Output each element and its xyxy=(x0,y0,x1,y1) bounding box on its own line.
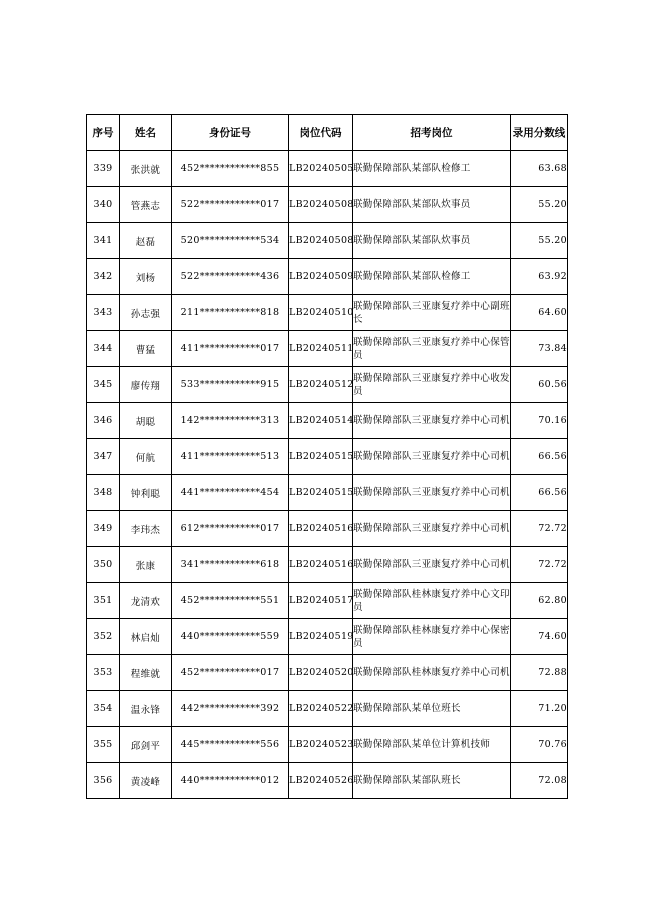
name-cell: 张洪就 xyxy=(120,151,172,187)
header-serial-number: 序号 xyxy=(87,115,120,151)
id-number-cell: 520************534 xyxy=(172,223,289,259)
name-cell: 温永锋 xyxy=(120,691,172,727)
score-cell: 63.92 xyxy=(511,259,568,295)
position-code-cell: LB20240512 xyxy=(289,367,353,403)
name-cell: 龙清欢 xyxy=(120,583,172,619)
serial-number-cell: 339 xyxy=(87,151,120,187)
position-code-cell: LB20240505 xyxy=(289,151,353,187)
score-cell: 66.56 xyxy=(511,475,568,511)
name-cell: 邱剑平 xyxy=(120,727,172,763)
name-cell: 黄凌峰 xyxy=(120,763,172,799)
score-cell: 72.88 xyxy=(511,655,568,691)
serial-number-cell: 340 xyxy=(87,187,120,223)
name-cell: 赵磊 xyxy=(120,223,172,259)
position-cell: 联勤保障部队某部队班长 xyxy=(353,763,511,799)
table-row xyxy=(87,331,568,367)
position-cell: 联勤保障部队某部队炊事员 xyxy=(353,223,511,259)
table-row xyxy=(87,223,568,259)
header-name: 姓名 xyxy=(120,115,172,151)
table-row xyxy=(87,151,568,187)
table-row xyxy=(87,259,568,295)
table-row xyxy=(87,727,568,763)
position-code-cell: LB20240511 xyxy=(289,331,353,367)
position-cell: 联勤保障部队三亚康复疗养中心司机 xyxy=(353,547,511,583)
id-number-cell: 341************618 xyxy=(172,547,289,583)
position-cell: 联勤保障部队三亚康复疗养中心司机 xyxy=(353,511,511,547)
name-cell: 何航 xyxy=(120,439,172,475)
name-cell: 林启灿 xyxy=(120,619,172,655)
serial-number-cell: 343 xyxy=(87,295,120,331)
serial-number-cell: 350 xyxy=(87,547,120,583)
position-cell: 联勤保障部队桂林康复疗养中心保密员 xyxy=(353,619,511,655)
position-code-cell: LB20240526 xyxy=(289,763,353,799)
position-cell: 联勤保障部队某部队检修工 xyxy=(353,151,511,187)
score-cell: 74.60 xyxy=(511,619,568,655)
serial-number-cell: 347 xyxy=(87,439,120,475)
score-cell: 73.84 xyxy=(511,331,568,367)
score-cell: 70.76 xyxy=(511,727,568,763)
name-cell: 钟利聪 xyxy=(120,475,172,511)
id-number-cell: 440************012 xyxy=(172,763,289,799)
position-cell: 联勤保障部队三亚康复疗养中心保管员 xyxy=(353,331,511,367)
header-position-code: 岗位代码 xyxy=(289,115,353,151)
header-id-number: 身份证号 xyxy=(172,115,289,151)
table-row xyxy=(87,295,568,331)
serial-number-cell: 355 xyxy=(87,727,120,763)
id-number-cell: 411************017 xyxy=(172,331,289,367)
table-row xyxy=(87,655,568,691)
score-cell: 72.08 xyxy=(511,763,568,799)
name-cell: 张康 xyxy=(120,547,172,583)
serial-number-cell: 341 xyxy=(87,223,120,259)
position-code-cell: LB20240515 xyxy=(289,439,353,475)
id-number-cell: 533************915 xyxy=(172,367,289,403)
header-score-line: 录用分数线 xyxy=(511,115,568,151)
position-code-cell: LB20240508 xyxy=(289,187,353,223)
position-code-cell: LB20240516 xyxy=(289,547,353,583)
serial-number-cell: 348 xyxy=(87,475,120,511)
position-cell: 联勤保障部队某部队炊事员 xyxy=(353,187,511,223)
admission-table xyxy=(86,114,568,799)
position-code-cell: LB20240519 xyxy=(289,619,353,655)
score-cell: 64.60 xyxy=(511,295,568,331)
id-number-cell: 452************551 xyxy=(172,583,289,619)
table-body xyxy=(87,151,568,799)
id-number-cell: 522************436 xyxy=(172,259,289,295)
id-number-cell: 142************313 xyxy=(172,403,289,439)
name-cell: 程维就 xyxy=(120,655,172,691)
name-cell: 曹猛 xyxy=(120,331,172,367)
score-cell: 60.56 xyxy=(511,367,568,403)
table-row xyxy=(87,367,568,403)
id-number-cell: 522************017 xyxy=(172,187,289,223)
id-number-cell: 211************818 xyxy=(172,295,289,331)
score-cell: 71.20 xyxy=(511,691,568,727)
position-code-cell: LB20240514 xyxy=(289,403,353,439)
position-cell: 联勤保障部队桂林康复疗养中心文印员 xyxy=(353,583,511,619)
position-cell: 联勤保障部队某单位班长 xyxy=(353,691,511,727)
serial-number-cell: 345 xyxy=(87,367,120,403)
position-cell: 联勤保障部队三亚康复疗养中心司机 xyxy=(353,439,511,475)
score-cell: 63.68 xyxy=(511,151,568,187)
position-code-cell: LB20240516 xyxy=(289,511,353,547)
score-cell: 55.20 xyxy=(511,223,568,259)
serial-number-cell: 344 xyxy=(87,331,120,367)
position-code-cell: LB20240523 xyxy=(289,727,353,763)
id-number-cell: 452************855 xyxy=(172,151,289,187)
position-cell: 联勤保障部队某部队检修工 xyxy=(353,259,511,295)
serial-number-cell: 351 xyxy=(87,583,120,619)
serial-number-cell: 354 xyxy=(87,691,120,727)
position-code-cell: LB20240520 xyxy=(289,655,353,691)
header-position: 招考岗位 xyxy=(353,115,511,151)
table-row xyxy=(87,691,568,727)
name-cell: 胡聪 xyxy=(120,403,172,439)
name-cell: 李玮杰 xyxy=(120,511,172,547)
table-row xyxy=(87,439,568,475)
score-cell: 70.16 xyxy=(511,403,568,439)
score-cell: 72.72 xyxy=(511,511,568,547)
id-number-cell: 612************017 xyxy=(172,511,289,547)
serial-number-cell: 353 xyxy=(87,655,120,691)
id-number-cell: 440************559 xyxy=(172,619,289,655)
table-row xyxy=(87,547,568,583)
table-row xyxy=(87,475,568,511)
position-code-cell: LB20240508 xyxy=(289,223,353,259)
table-row xyxy=(87,187,568,223)
score-cell: 62.80 xyxy=(511,583,568,619)
position-cell: 联勤保障部队三亚康复疗养中心副班长 xyxy=(353,295,511,331)
name-cell: 廖传翔 xyxy=(120,367,172,403)
id-number-cell: 441************454 xyxy=(172,475,289,511)
id-number-cell: 445************556 xyxy=(172,727,289,763)
table-row xyxy=(87,403,568,439)
name-cell: 孙志强 xyxy=(120,295,172,331)
serial-number-cell: 349 xyxy=(87,511,120,547)
position-code-cell: LB20240515 xyxy=(289,475,353,511)
position-cell: 联勤保障部队三亚康复疗养中心司机 xyxy=(353,403,511,439)
id-number-cell: 442************392 xyxy=(172,691,289,727)
table-row xyxy=(87,763,568,799)
id-number-cell: 411************513 xyxy=(172,439,289,475)
table-row xyxy=(87,583,568,619)
table-row xyxy=(87,619,568,655)
position-cell: 联勤保障部队三亚康复疗养中心司机 xyxy=(353,475,511,511)
serial-number-cell: 356 xyxy=(87,763,120,799)
position-code-cell: LB20240522 xyxy=(289,691,353,727)
serial-number-cell: 346 xyxy=(87,403,120,439)
serial-number-cell: 352 xyxy=(87,619,120,655)
position-cell: 联勤保障部队三亚康复疗养中心收发员 xyxy=(353,367,511,403)
table-header-row xyxy=(87,115,568,151)
serial-number-cell: 342 xyxy=(87,259,120,295)
table-row xyxy=(87,511,568,547)
position-cell: 联勤保障部队某单位计算机技师 xyxy=(353,727,511,763)
score-cell: 66.56 xyxy=(511,439,568,475)
position-code-cell: LB20240510 xyxy=(289,295,353,331)
id-number-cell: 452************017 xyxy=(172,655,289,691)
score-cell: 55.20 xyxy=(511,187,568,223)
position-code-cell: LB20240509 xyxy=(289,259,353,295)
name-cell: 刘杨 xyxy=(120,259,172,295)
position-code-cell: LB20240517 xyxy=(289,583,353,619)
score-cell: 72.72 xyxy=(511,547,568,583)
position-cell: 联勤保障部队桂林康复疗养中心司机 xyxy=(353,655,511,691)
name-cell: 管燕志 xyxy=(120,187,172,223)
